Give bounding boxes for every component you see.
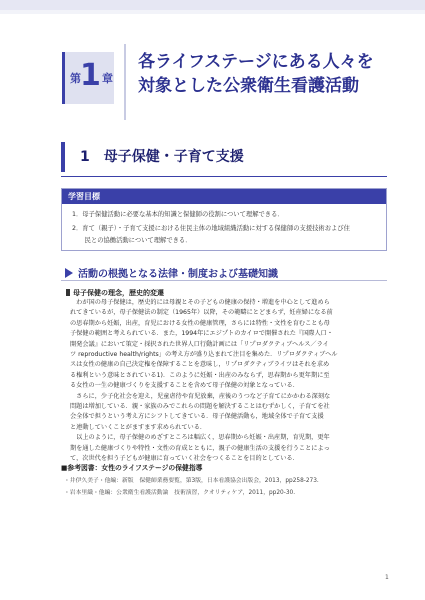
body-line: る権利という意味とされている1)．このように妊娠・出産のみならず，思春期から更年期に至 xyxy=(70,371,330,379)
goal-item-2: 2．育て（親子）・子育て支援における住民主体の地域組織活動に対する保健師の支援技術および住 xyxy=(72,225,350,232)
body-line: と連動していくことがますます求められている． xyxy=(70,423,207,431)
body-line: 以上のように，母子保健のめざすところは幅広く，思春期から妊娠・出産期，育児期，更年 xyxy=(70,434,330,442)
body-line: ツ reproductive health/rights」の考え方が盛り込まれて注目を集めた．リプロダクティブヘル xyxy=(70,351,338,359)
body-line: さらに，少子化社会を迎え，児童虐待や育児放棄，産後のうつなど子育てにかかわる深刻な xyxy=(70,392,331,400)
body-line: て，次世代を担う子どもが健康に育っていく社会をつくることを目的としている． xyxy=(70,455,299,463)
chapter-title xyxy=(138,50,408,98)
chapter-dai: 第 xyxy=(70,72,81,85)
arrow-marker-icon xyxy=(65,268,73,278)
chapter-sho: 章 xyxy=(102,72,113,85)
section-title: 1 母子保健・子育て支援 xyxy=(80,149,244,165)
body-line: わが国の母子保健は，歴史的には母親とその子どもの健康の保持・増進を中心として進めら xyxy=(70,299,330,306)
body-line: スは女性の健康の自己決定権を保障することを意味し，リプロダクティブライツはそれを求め xyxy=(70,361,330,369)
reference-heading: ■参考図書：女性のライフステージの保健指導 xyxy=(61,464,203,472)
body-line: 開発会議』において策定・採択された世界人口行動計画には「リプロダクティブヘルス／ライ xyxy=(70,340,329,348)
goal-item-2-cont: 民との協働活動について理解できる． xyxy=(72,237,192,244)
learning-goals-title: 学習目標 xyxy=(68,192,100,201)
page-number: 1 xyxy=(385,574,389,581)
learning-goals-box xyxy=(61,188,387,251)
section-bar xyxy=(61,142,65,172)
top-band xyxy=(0,0,425,10)
section-rule xyxy=(61,176,387,177)
chapter-number: 1 xyxy=(80,58,101,93)
reference-item-1: ・井伊久美子・他編：新版 保健師業務要覧，第3版，日本看護協会出版会，2013，pp258-273. xyxy=(64,478,319,484)
body-line: れてきているが，母子保健法の制定（1965年）以降，その範疇にとどまらず，妊産婦になる前 xyxy=(70,309,333,317)
chapter-badge xyxy=(62,52,114,104)
body-text xyxy=(70,298,390,465)
body-line: の思春期から妊娠，出産，育児における女性の健康管理，さらには特性・文性を育むことも母 xyxy=(70,319,330,327)
learning-goals-header xyxy=(62,189,386,204)
chapter-divider xyxy=(124,44,126,120)
subsection-rule xyxy=(61,280,387,281)
chapter-title-line-2: 対象とした公衆衛生看護活動 xyxy=(138,76,359,96)
top-band-shade xyxy=(0,10,425,14)
body-line: 会全体で担うという考え方にシフトしてきている．母子保健活動も，地域全体で子育て支援 xyxy=(70,413,324,421)
body-line: 子保健の範囲と考えられている．また，1994年にエジプトのカイロで開催された『国際人口・ xyxy=(70,330,334,338)
body-line: 期を通した健康づくりや特性・文性の育成とともに，親子の健康生活の支援を行うことによっ xyxy=(70,444,330,452)
chapter-title-line-1: 各ライフステージにある人々を xyxy=(138,52,374,72)
goal-item-1: 1．母子保健活動に必要な基本的知識と保健師の役割について理解できる． xyxy=(72,211,284,218)
reference-item-2: ・岩本里織・他編：公衆衛生看護活動論 技術演習，クオリティケア，2011，pp20-30. xyxy=(64,490,296,496)
body-line: 問題は増加している．親・家族のみでこれらの問題を解決することはむずかしく，子育てを社 xyxy=(70,403,330,411)
subsection-title: 活動の根拠となる法律・制度および基礎知識 xyxy=(78,269,278,280)
heading-philosophy-history: 母子保健の理念，歴史的変遷 xyxy=(66,288,164,298)
body-line: る女性の一生の健康づくりを支援することを含めて母子保健の対象となっている． xyxy=(70,382,299,390)
